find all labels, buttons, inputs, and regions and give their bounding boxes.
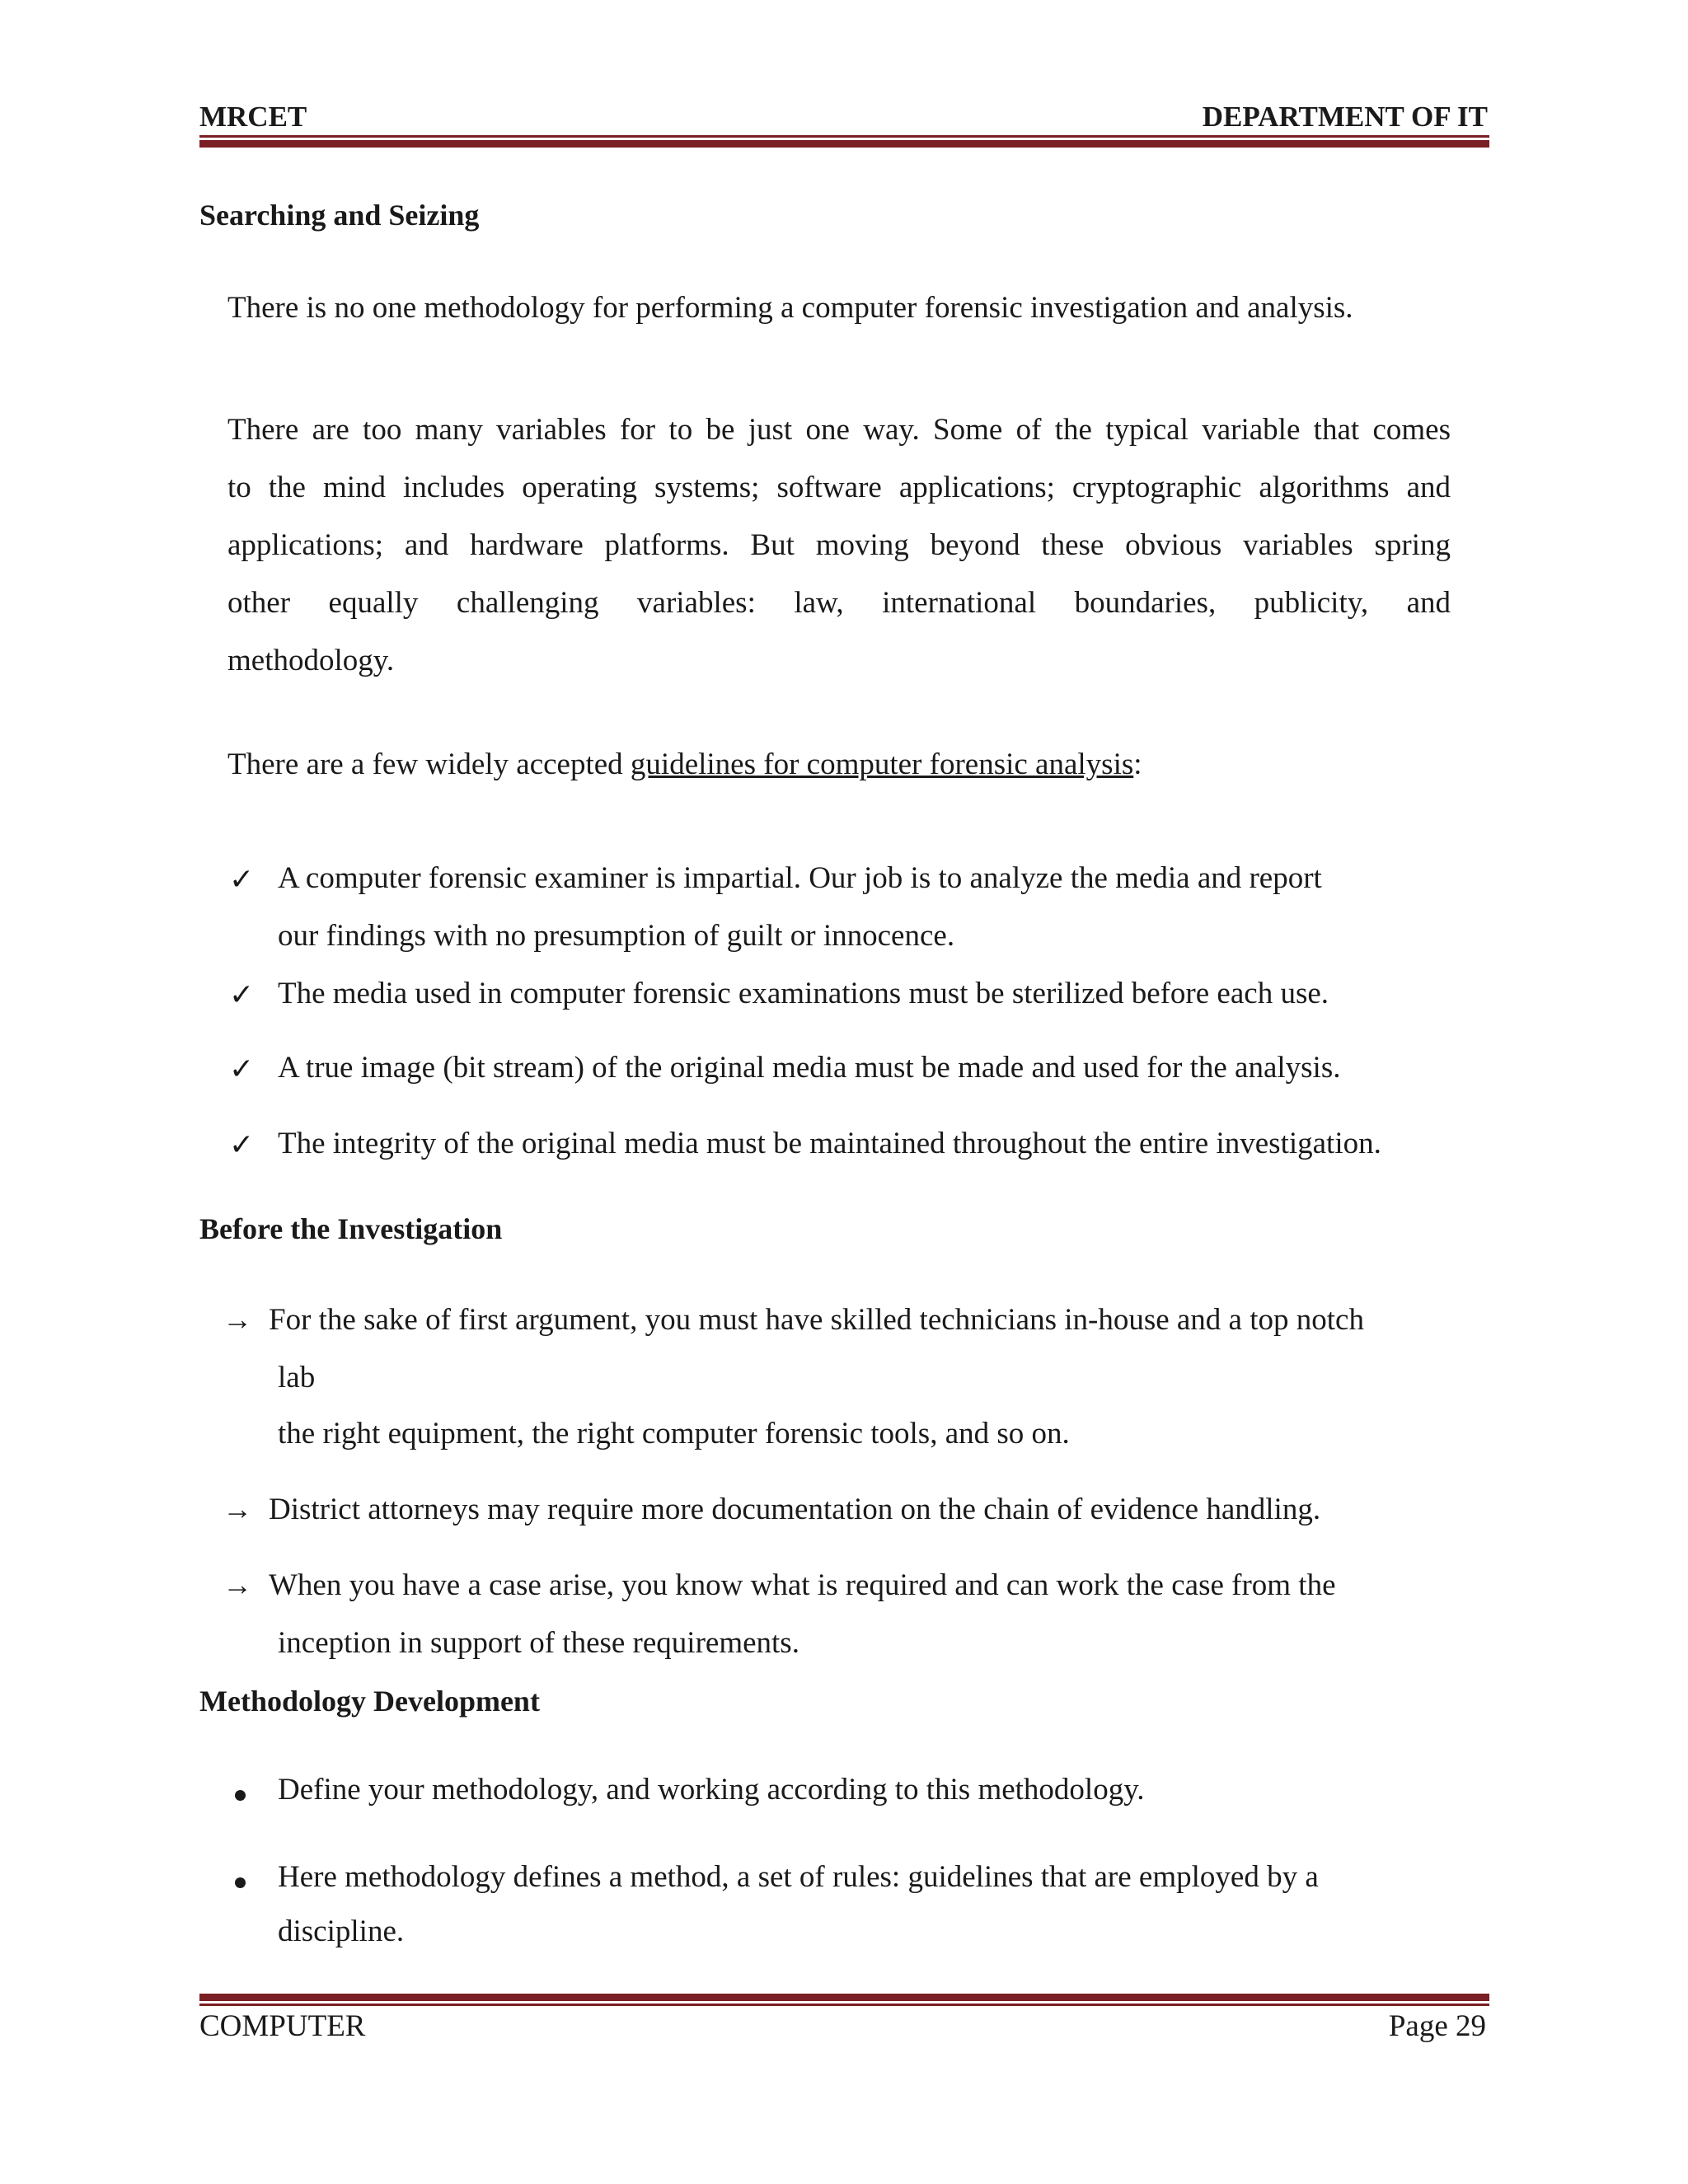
arrow-right-icon: →	[223, 1493, 252, 1526]
check-icon: ✓	[229, 978, 255, 1011]
paragraph-variables	[227, 401, 1451, 690]
paragraph-line: other equally challenging variables: law, international boundaries, publicity, and	[227, 586, 1451, 620]
checklist-item: The integrity of the original media must be maintained throughout the entire investigation.	[278, 1127, 1381, 1160]
check-icon: ✓	[229, 1128, 255, 1161]
guidelines-suffix: :	[1133, 748, 1142, 781]
arrow-right-icon: →	[223, 1303, 252, 1336]
guidelines-prefix: There are a few widely accepted	[227, 748, 631, 781]
arrow-item-continued: the right equipment, the right computer forensic tools, and so on.	[278, 1417, 1070, 1451]
paragraph-line: There are too many variables for to be just one way. Some of the typical variable that comes	[227, 413, 1451, 447]
bullet-icon	[235, 1877, 246, 1888]
arrow-item: For the sake of first argument, you must have skilled technicians in-house and a top notch	[269, 1303, 1364, 1337]
section-title-before-investigation: Before the Investigation	[199, 1212, 503, 1245]
bullet-item-continued: discipline.	[278, 1915, 405, 1948]
paragraph-guidelines	[227, 747, 1142, 782]
header-department: DEPARTMENT OF IT	[1202, 101, 1488, 133]
arrow-item-continued: lab	[278, 1361, 316, 1394]
bullet-item: Here methodology defines a method, a set of rules: guidelines that are employed by a	[278, 1860, 1319, 1894]
footer-page-number: Page 29	[1388, 2009, 1486, 2043]
bullet-item: Define your methodology, and working according to this methodology.	[278, 1773, 1145, 1807]
section-title-methodology: Methodology Development	[199, 1685, 540, 1718]
header-rule-thin	[199, 135, 1489, 138]
paragraph-line: applications; and hardware platforms. But moving beyond these obvious variables spring	[227, 528, 1451, 562]
arrow-right-icon: →	[223, 1568, 252, 1601]
checklist-item-continued: our findings with no presumption of guilt or innocence.	[278, 919, 955, 953]
header-rule-thick	[199, 140, 1489, 148]
bullet-icon	[235, 1790, 246, 1801]
paragraph-intro: There is no one methodology for performing a computer forensic investigation and analysis.	[227, 291, 1353, 325]
arrow-item: When you have a case arise, you know what is required and can work the case from the	[269, 1568, 1336, 1602]
checklist-item: A computer forensic examiner is impartial. Our job is to analyze the media and report	[278, 861, 1322, 895]
arrow-item-continued: inception in support of these requirements.	[278, 1626, 799, 1660]
section-title-searching: Searching and Seizing	[199, 199, 480, 232]
footer-rule-thin	[199, 2004, 1489, 2006]
header-institution: MRCET	[199, 101, 307, 133]
guidelines-underlined-text: guidelines for computer forensic analysis	[630, 748, 1134, 781]
checklist-item: The media used in computer forensic examinations must be sterilized before each use.	[278, 977, 1329, 1010]
footer-subject: COMPUTER	[199, 2009, 366, 2043]
footer-rule-thick	[199, 1994, 1489, 2001]
check-icon: ✓	[229, 1052, 255, 1085]
paragraph-line: to the mind includes operating systems; software applications; cryptographic algorithms and	[227, 471, 1451, 504]
check-icon: ✓	[229, 863, 255, 896]
checklist-item: A true image (bit stream) of the original media must be made and used for the analysis.	[278, 1051, 1341, 1085]
arrow-item: District attorneys may require more documentation on the chain of evidence handling.	[269, 1493, 1321, 1526]
paragraph-line: methodology.	[227, 644, 395, 677]
